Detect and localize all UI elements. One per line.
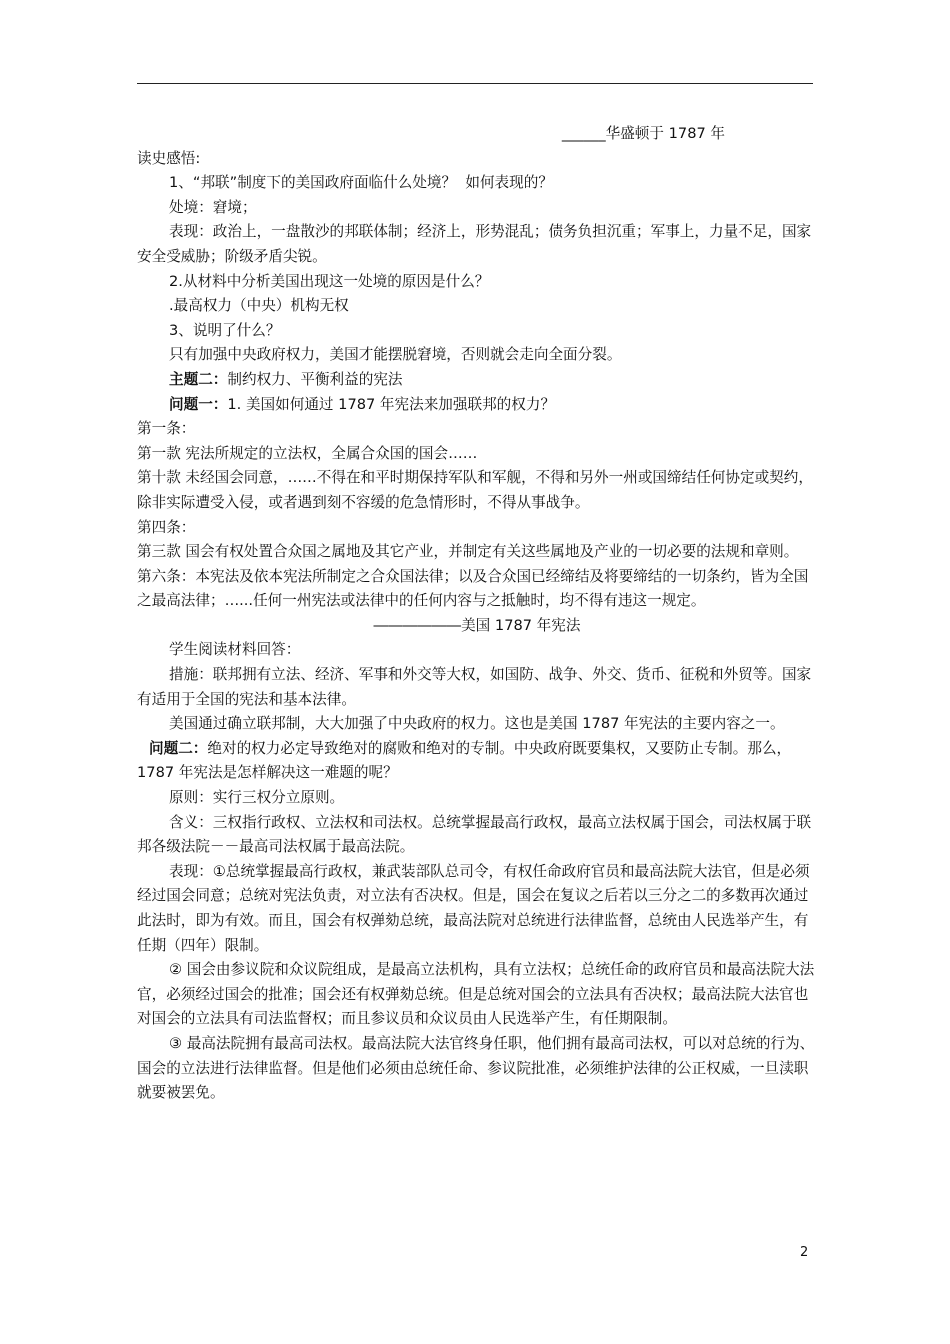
header-rule (137, 83, 813, 84)
article-1-clause-10: 第十款 未经国会同意，……不得在和平时期保持军队和军舰，不得和另外一州或国缔结任何协定或契约，除非实际遭受入侵，或者遇到刻不容缓的危急情形时，不得从事战争。 (137, 469, 813, 511)
problem-2-text: 绝对的权力必定导致绝对的腐败和绝对的专制。中央政府既要集权，又要防止专制。那么，1787 年宪法是怎样解决这一难题的呢？ (137, 739, 792, 782)
question-2: 2.从材料中分析美国出现这一处境的原因是什么？ (169, 272, 490, 290)
question-1-situation: 处境：窘境； (169, 198, 257, 216)
article-1-heading: 第一条： (137, 420, 196, 438)
article-4-heading: 第四条： (137, 518, 196, 536)
theme-2 (137, 368, 817, 393)
performance-3: ③ 最高法院拥有最高司法权。最高法院大法官终身任职，他们拥有最高司法权，可以对总统的行为、国会的立法进行法律监督。但是他们必须由总统任命、参议院批准，必须维护法律的公正权威，一旦渎职就要被罢免。 (137, 1034, 815, 1102)
source-line: ______华盛顿于 1787 年 (561, 125, 725, 142)
question-1-performance: 表现：政治上，一盘散沙的邦联体制；经济上，形势混乱；债务负担沉重；军事上，力量不足，国家安全受威胁；阶级矛盾尖锐。 (137, 223, 812, 265)
theme-2-label: 主题二： (169, 370, 228, 388)
student-answer: 学生阅读材料回答： (169, 641, 301, 659)
performance-2: ② 国会由参议院和众议院组成，是最高立法机构，具有立法权；总统任命的政府官员和最高法院大法官，必须经过国会的批准；国会还有权弹劾总统。但是总统对国会的立法具有否决权；最高法院大法官也对国会的立法具有司法监督权；而且参议员和众议员由人民选举产生，有任期限制。 (137, 961, 815, 1028)
question-2-answer: .最高权力（中央）机构无权 (169, 297, 349, 315)
problem-2 (137, 737, 817, 786)
performance-1: 表现：①总统掌握最高行政权，兼武装部队总司令，有权任命政府官员和最高法院大法官，但是必须经过国会同意；总统对宪法负责，对立法有否决权。但是，国会在复议之后若以三分之二的多数再次通过此法时，即为有效。而且，国会有权弹劾总统，最高法院对总统进行法律监督，总统由人民选举产生，有任期（四年）限制。 (137, 862, 810, 954)
article-1-clause-1: 第一款 宪法所规定的立法权，全属合众国的国会…… (137, 444, 478, 462)
question-3-answer: 只有加强中央政府权力，美国才能摆脱窘境，否则就会走向全面分裂。 (169, 346, 622, 364)
theme-2-text: 制约权力、平衡利益的宪法 (227, 370, 403, 388)
meaning: 含义：三权指行政权、立法权和司法权。总统掌握最高行政权，最高立法权属于国会，司法权属于联邦各级法院－－最高司法权属于最高法院。 (137, 813, 812, 856)
problem-1-label: 问题一： (169, 395, 228, 413)
page-number: 2 (800, 1245, 809, 1260)
question-3: 3、说明了什么？ (169, 321, 281, 339)
measures: 措施：联邦拥有立法、经济、军事和外交等大权，如国防、战争、外交、货币、征税和外贸等。国家有适用于全国的宪法和基本法律。 (137, 666, 812, 708)
article-6: 第六条：本宪法及依本宪法所制定之合众国法律；以及合众国已经缔结及将要缔结的一切条约，皆为全国之最高法律；…...任何一州宪法或法律中的任何内容与之抵触时，均不得有违这一规定。 (137, 567, 809, 610)
problem-2-label: 问题二： (149, 739, 208, 757)
federal-summary: 美国通过确立联邦制，大大加强了中央政府的权力。这也是美国 1787 年宪法的主要内容之一。 (169, 715, 785, 733)
heading-reading: 读史感悟: (137, 149, 201, 167)
problem-1-text: 1. 美国如何通过 1787 年宪法来加强联邦的权力？ (227, 395, 556, 413)
problem-1 (137, 393, 817, 418)
article-4-clause-3: 第三款 国会有权处置合众国之属地及其它产业，并制定有关这些属地及产业的一切必要的法规和章则。 (137, 543, 799, 561)
question-1: 1、“邦联”制度下的美国政府面临什么处境？ 如何表现的？ (169, 174, 553, 192)
document-body (137, 122, 817, 1106)
source-constitution: ――――――美国 1787 年宪法 (373, 616, 581, 634)
principle: 原则：实行三权分立原则。 (169, 789, 345, 807)
